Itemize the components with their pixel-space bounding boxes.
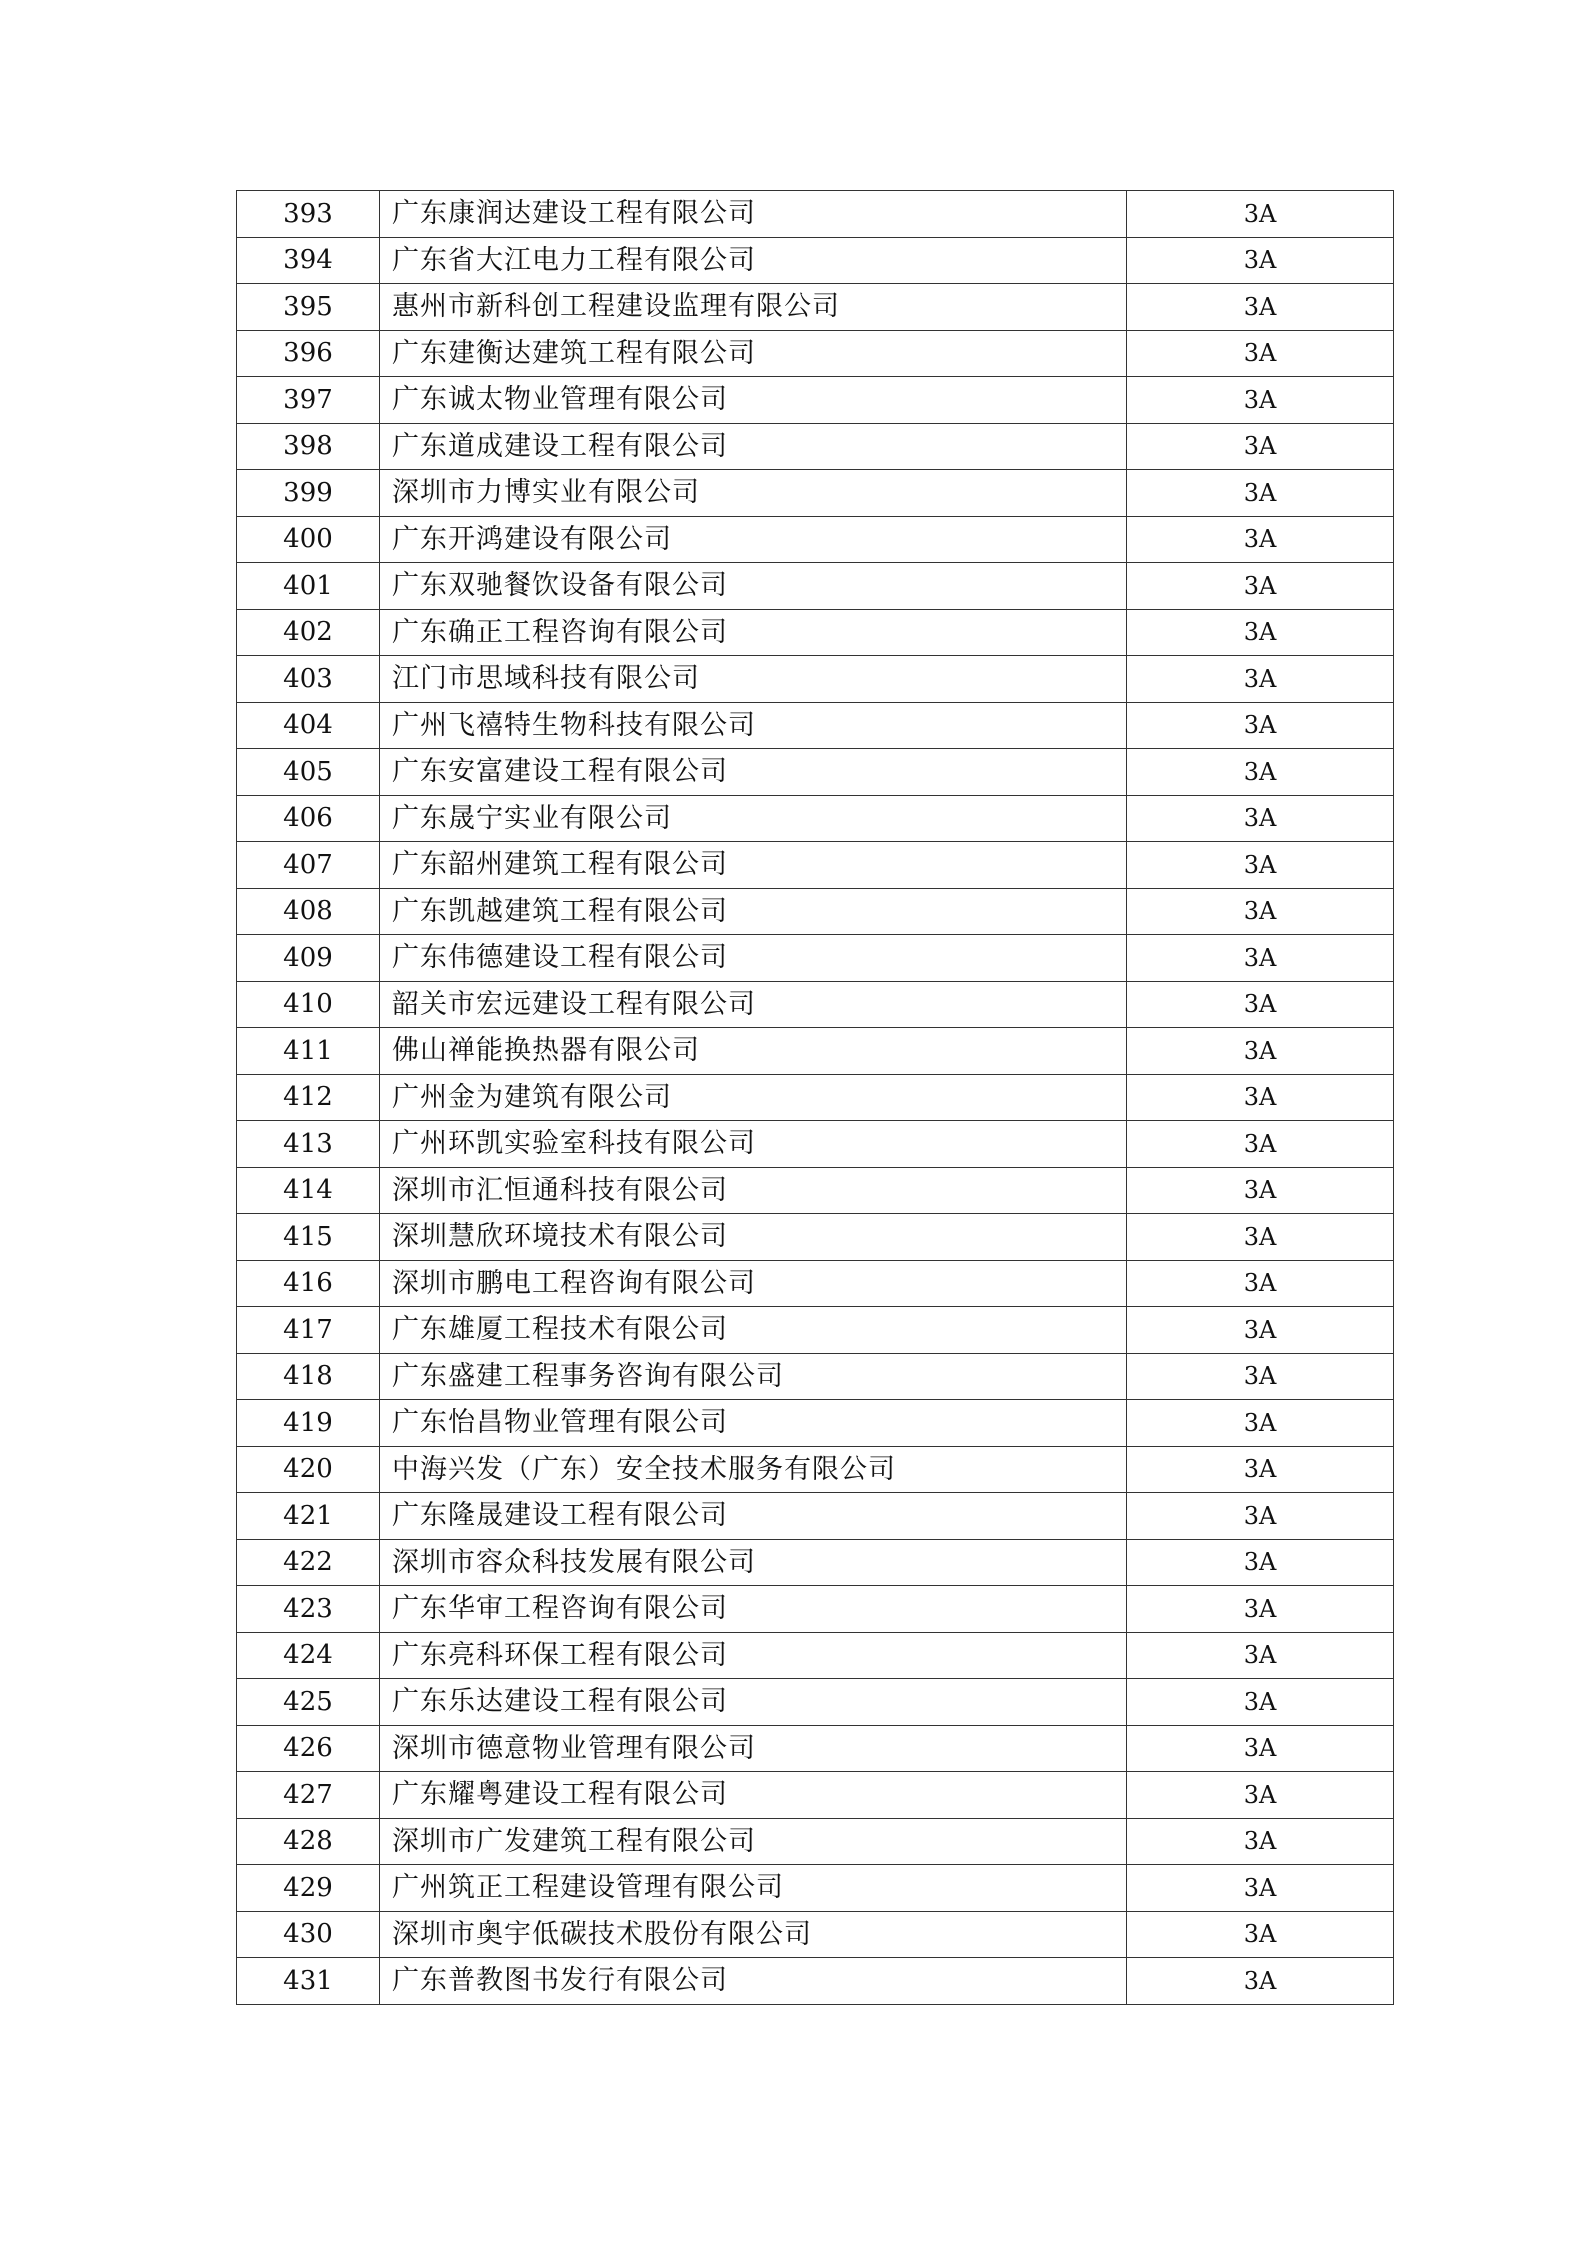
table-row [237,1260,1394,1307]
company-name-cell: 广州金为建筑有限公司 [380,1074,1127,1121]
company-name-cell: 广州环凯实验室科技有限公司 [380,1121,1127,1168]
table-row [237,842,1394,889]
table-row [237,423,1394,470]
table-row [237,1725,1394,1772]
table-row [237,981,1394,1028]
credit-grade-cell: 3A [1127,935,1394,982]
credit-rating-table [236,190,1394,2005]
credit-grade-cell: 3A [1127,191,1394,238]
company-name-cell: 广东普教图书发行有限公司 [380,1958,1127,2005]
credit-grade-cell: 3A [1127,1539,1394,1586]
credit-grade-cell: 3A [1127,1679,1394,1726]
company-name-cell: 广州筑正工程建设管理有限公司 [380,1865,1127,1912]
table-row [237,1167,1394,1214]
credit-grade-cell: 3A [1127,609,1394,656]
credit-grade-cell: 3A [1127,1725,1394,1772]
row-number-cell: 396 [237,330,380,377]
credit-grade-cell: 3A [1127,888,1394,935]
company-name-cell: 江门市思域科技有限公司 [380,656,1127,703]
table-row [237,563,1394,610]
credit-grade-cell: 3A [1127,1911,1394,1958]
credit-grade-cell: 3A [1127,377,1394,424]
row-number-cell: 404 [237,702,380,749]
credit-grade-cell: 3A [1127,795,1394,842]
table-row [237,749,1394,796]
row-number-cell: 410 [237,981,380,1028]
row-number-cell: 425 [237,1679,380,1726]
credit-grade-cell: 3A [1127,563,1394,610]
table-row [237,191,1394,238]
row-number-cell: 403 [237,656,380,703]
table-row [237,377,1394,424]
credit-grade-cell: 3A [1127,516,1394,563]
credit-grade-cell: 3A [1127,1353,1394,1400]
credit-grade-cell: 3A [1127,1074,1394,1121]
table-row [237,1818,1394,1865]
company-name-cell: 深圳市广发建筑工程有限公司 [380,1818,1127,1865]
row-number-cell: 422 [237,1539,380,1586]
row-number-cell: 399 [237,470,380,517]
table-row [237,656,1394,703]
row-number-cell: 416 [237,1260,380,1307]
table-row [237,888,1394,935]
credit-grade-cell: 3A [1127,1865,1394,1912]
table-row [237,516,1394,563]
row-number-cell: 409 [237,935,380,982]
table-row [237,1446,1394,1493]
table-row [237,1865,1394,1912]
credit-grade-cell: 3A [1127,1586,1394,1633]
row-number-cell: 418 [237,1353,380,1400]
table-body [237,191,1394,2005]
row-number-cell: 400 [237,516,380,563]
company-name-cell: 中海兴发（广东）安全技术服务有限公司 [380,1446,1127,1493]
credit-grade-cell: 3A [1127,1493,1394,1540]
company-name-cell: 广东省大江电力工程有限公司 [380,237,1127,284]
row-number-cell: 405 [237,749,380,796]
table-row [237,1772,1394,1819]
row-number-cell: 428 [237,1818,380,1865]
company-name-cell: 广东诚太物业管理有限公司 [380,377,1127,424]
table-row [237,609,1394,656]
row-number-cell: 411 [237,1028,380,1075]
table-row [237,795,1394,842]
credit-grade-cell: 3A [1127,1400,1394,1447]
row-number-cell: 423 [237,1586,380,1633]
credit-grade-cell: 3A [1127,423,1394,470]
company-name-cell: 深圳市力博实业有限公司 [380,470,1127,517]
row-number-cell: 431 [237,1958,380,2005]
row-number-cell: 406 [237,795,380,842]
credit-grade-cell: 3A [1127,981,1394,1028]
table-row [237,1307,1394,1354]
credit-grade-cell: 3A [1127,1958,1394,2005]
row-number-cell: 420 [237,1446,380,1493]
table-row [237,237,1394,284]
company-name-cell: 深圳市汇恒通科技有限公司 [380,1167,1127,1214]
company-name-cell: 广州飞禧特生物科技有限公司 [380,702,1127,749]
row-number-cell: 398 [237,423,380,470]
company-name-cell: 广东亮科环保工程有限公司 [380,1632,1127,1679]
credit-grade-cell: 3A [1127,284,1394,331]
row-number-cell: 427 [237,1772,380,1819]
table-row [237,1353,1394,1400]
company-name-cell: 深圳市容众科技发展有限公司 [380,1539,1127,1586]
credit-grade-cell: 3A [1127,749,1394,796]
row-number-cell: 395 [237,284,380,331]
company-name-cell: 广东双驰餐饮设备有限公司 [380,563,1127,610]
row-number-cell: 393 [237,191,380,238]
credit-grade-cell: 3A [1127,1446,1394,1493]
table-row [237,1586,1394,1633]
company-name-cell: 广东晟宁实业有限公司 [380,795,1127,842]
row-number-cell: 413 [237,1121,380,1168]
table-row [237,1400,1394,1447]
table-row [237,284,1394,331]
table-row [237,1074,1394,1121]
credit-grade-cell: 3A [1127,842,1394,889]
credit-grade-cell: 3A [1127,1772,1394,1819]
table-row [237,1539,1394,1586]
row-number-cell: 414 [237,1167,380,1214]
company-name-cell: 广东雄厦工程技术有限公司 [380,1307,1127,1354]
company-name-cell: 广东乐达建设工程有限公司 [380,1679,1127,1726]
company-name-cell: 广东康润达建设工程有限公司 [380,191,1127,238]
company-name-cell: 广东凯越建筑工程有限公司 [380,888,1127,935]
company-name-cell: 广东开鸿建设有限公司 [380,516,1127,563]
company-name-cell: 广东道成建设工程有限公司 [380,423,1127,470]
company-name-cell: 广东安富建设工程有限公司 [380,749,1127,796]
row-number-cell: 402 [237,609,380,656]
credit-grade-cell: 3A [1127,1632,1394,1679]
credit-grade-cell: 3A [1127,1028,1394,1075]
company-name-cell: 深圳慧欣环境技术有限公司 [380,1214,1127,1261]
row-number-cell: 429 [237,1865,380,1912]
row-number-cell: 424 [237,1632,380,1679]
table-row [237,470,1394,517]
table-row [237,1958,1394,2005]
credit-grade-cell: 3A [1127,702,1394,749]
row-number-cell: 412 [237,1074,380,1121]
row-number-cell: 394 [237,237,380,284]
row-number-cell: 421 [237,1493,380,1540]
table-row [237,1679,1394,1726]
row-number-cell: 426 [237,1725,380,1772]
credit-grade-cell: 3A [1127,330,1394,377]
company-name-cell: 广东韶州建筑工程有限公司 [380,842,1127,889]
credit-grade-cell: 3A [1127,1121,1394,1168]
credit-grade-cell: 3A [1127,237,1394,284]
company-name-cell: 广东确正工程咨询有限公司 [380,609,1127,656]
credit-grade-cell: 3A [1127,656,1394,703]
company-name-cell: 广东隆晟建设工程有限公司 [380,1493,1127,1540]
credit-grade-cell: 3A [1127,1307,1394,1354]
credit-grade-cell: 3A [1127,1260,1394,1307]
company-name-cell: 广东建衡达建筑工程有限公司 [380,330,1127,377]
row-number-cell: 417 [237,1307,380,1354]
table-row [237,1121,1394,1168]
company-name-cell: 广东怡昌物业管理有限公司 [380,1400,1127,1447]
row-number-cell: 397 [237,377,380,424]
company-name-cell: 深圳市鹏电工程咨询有限公司 [380,1260,1127,1307]
credit-grade-cell: 3A [1127,1214,1394,1261]
company-name-cell: 佛山禅能换热器有限公司 [380,1028,1127,1075]
row-number-cell: 407 [237,842,380,889]
row-number-cell: 401 [237,563,380,610]
company-name-cell: 深圳市奥宇低碳技术股份有限公司 [380,1911,1127,1958]
row-number-cell: 415 [237,1214,380,1261]
table-row [237,1632,1394,1679]
row-number-cell: 430 [237,1911,380,1958]
company-name-cell: 广东华审工程咨询有限公司 [380,1586,1127,1633]
company-name-cell: 广东伟德建设工程有限公司 [380,935,1127,982]
credit-grade-cell: 3A [1127,470,1394,517]
company-name-cell: 广东盛建工程事务咨询有限公司 [380,1353,1127,1400]
table-row [237,330,1394,377]
table-row [237,1214,1394,1261]
company-name-cell: 惠州市新科创工程建设监理有限公司 [380,284,1127,331]
company-name-cell: 韶关市宏远建设工程有限公司 [380,981,1127,1028]
company-name-cell: 广东耀粤建设工程有限公司 [380,1772,1127,1819]
credit-grade-cell: 3A [1127,1818,1394,1865]
table-row [237,702,1394,749]
row-number-cell: 408 [237,888,380,935]
table-row [237,1028,1394,1075]
row-number-cell: 419 [237,1400,380,1447]
table-row [237,1493,1394,1540]
table-row [237,1911,1394,1958]
credit-grade-cell: 3A [1127,1167,1394,1214]
table-row [237,935,1394,982]
company-name-cell: 深圳市德意物业管理有限公司 [380,1725,1127,1772]
